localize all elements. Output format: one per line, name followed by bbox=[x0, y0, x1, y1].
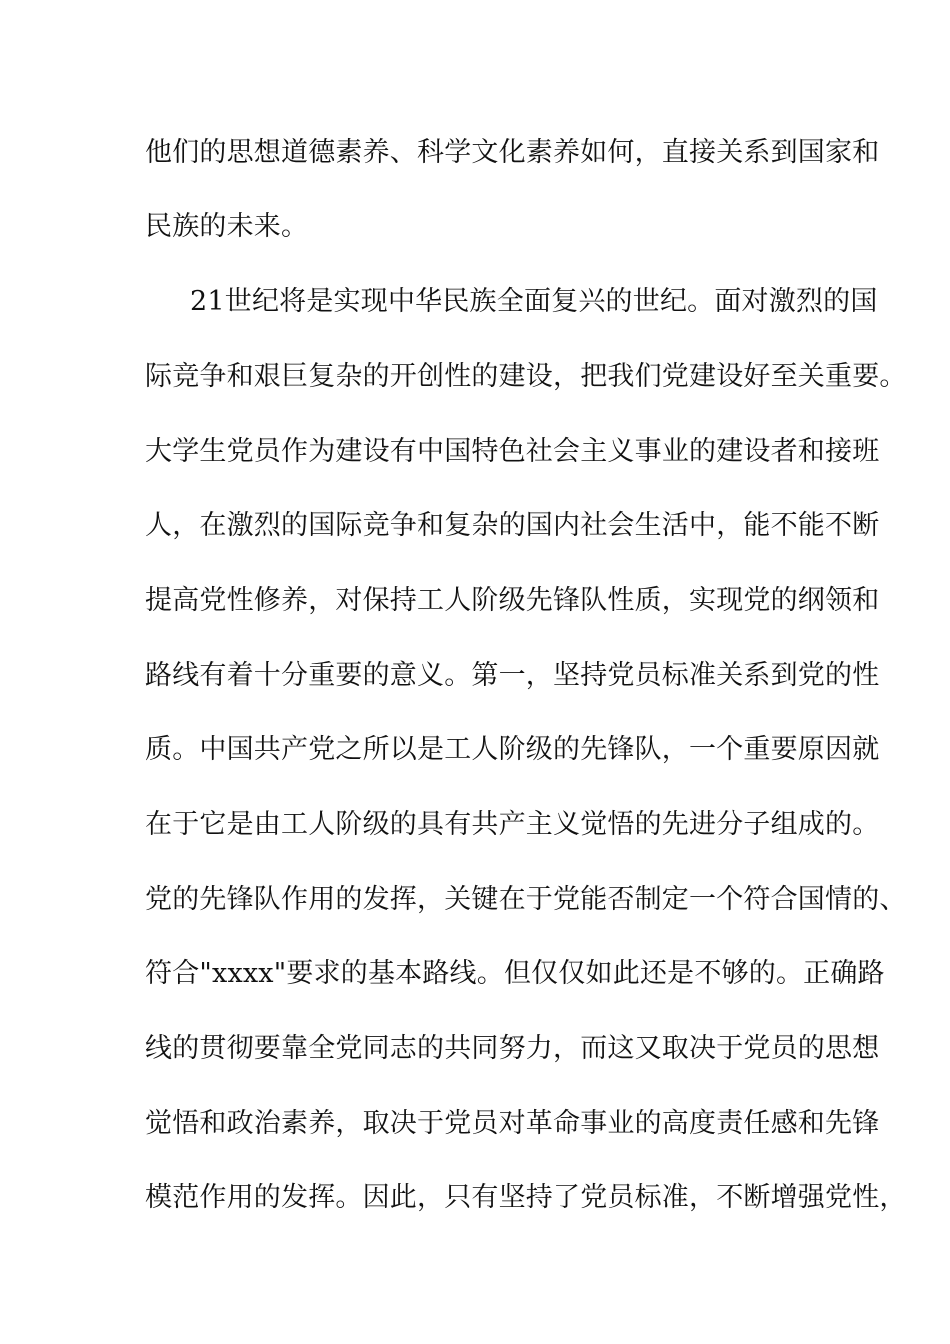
text-line: 模范作用的发挥。因此，只有坚持了党员标准，不断增强党性， bbox=[145, 1182, 907, 1213]
text-line: 路线有着十分重要的意义。第一，坚持党员标准关系到党的性 bbox=[145, 660, 880, 691]
text-line: 民族的未来。 bbox=[145, 211, 309, 242]
text-line: 人，在激烈的国际竞争和复杂的国内社会生活中，能不能不断 bbox=[145, 510, 880, 541]
text-line: 觉悟和政治素养，取决于党员对革命事业的高度责任感和先锋 bbox=[145, 1108, 880, 1139]
text-line: 在于它是由工人阶级的具有共产主义觉悟的先进分子组成的。 bbox=[145, 809, 880, 840]
text-line: 提高党性修养，对保持工人阶级先锋队性质，实现党的纲领和 bbox=[145, 585, 880, 616]
text-line: 符合"xxxx"要求的基本路线。但仅仅如此还是不够的。正确路 bbox=[145, 958, 885, 989]
text-line: 大学生党员作为建设有中国特色社会主义事业的建设者和接班 bbox=[145, 436, 880, 467]
text-line: 线的贯彻要靠全党同志的共同努力，而这又取决于党员的思想 bbox=[145, 1033, 880, 1064]
paragraph-first-line: 21世纪将是实现中华民族全面复兴的世纪。面对激烈的国 bbox=[190, 286, 878, 317]
text-line: 质。中国共产党之所以是工人阶级的先锋队，一个重要原因就 bbox=[145, 734, 880, 765]
text-line: 党的先锋队作用的发挥，关键在于党能否制定一个符合国情的、 bbox=[145, 884, 907, 915]
text-line: 他们的思想道德素养、科学文化素养如何，直接关系到国家和 bbox=[145, 137, 880, 168]
text-line: 际竞争和艰巨复杂的开创性的建设，把我们党建设好至关重要。 bbox=[145, 361, 907, 392]
